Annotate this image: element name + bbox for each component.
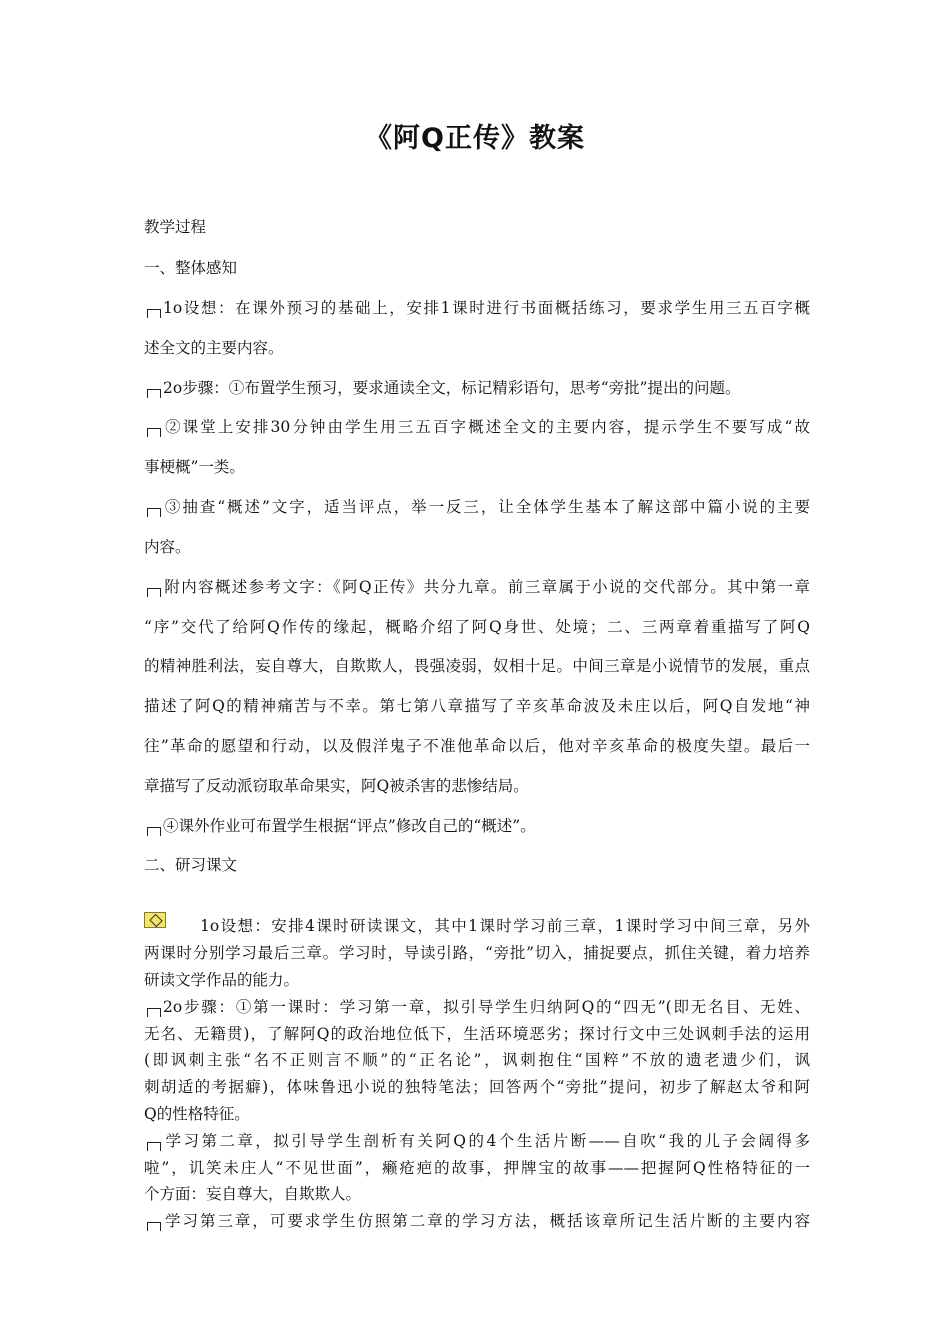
paragraph-mark-icon [147,428,161,437]
paragraph-line: ②课堂上安排30分钟由学生用三五百字概述全文的主要内容，提示学生不要写成“故 [144,415,810,437]
paragraph-line: 学习第二章，拟引导学生剖析有关阿Q的4个生活片断——自吹“我的儿子会阔得多 [144,1129,810,1151]
paragraph-line: 2o步骤：①第一课时：学习第一章，拟引导学生归纳阿Q的“四无”(即无名目、无姓、 [144,995,810,1017]
paragraph-line: “序”交代了给阿Q作传的缘起，概略介绍了阿Q身世、处境；二、三两章着重描写了阿Q [144,618,810,636]
paragraph-line: 述全文的主要内容。 [144,339,284,357]
paragraph-mark-icon [147,1008,161,1017]
paragraph-line: 事梗概”一类。 [144,458,245,476]
paragraph-mark-icon [147,1142,161,1151]
paragraph-line: 学习第三章，可要求学生仿照第二章的学习方法，概括该章所记生活片断的主要内容 [144,1209,810,1231]
paragraph-line: ③抽查“概述”文字，适当评点，举一反三，让全体学生基本了解这部中篇小说的主要 [144,495,810,517]
paragraph-line: Q的性格特征。 [144,1105,250,1123]
document-title: 《阿Q正传》教案 [365,123,585,154]
paragraph-line: 两课时分别学习最后三章。学习时，导读引路，“旁批”切入，捕捉要点，抓住关键，着力培养 [144,944,810,962]
paragraph-line: 描述了阿Q的精神痛苦与不幸。第七第八章描写了辛亥革命波及未庄以后，阿Q自发地“神 [144,697,810,715]
note-icon [144,912,166,928]
paragraph-line: 附内容概述参考文字：《阿Q正传》共分九章。前三章属于小说的交代部分。其中第一章 [144,575,810,597]
paragraph-line: 啦”，讥笑未庄人“不见世面”，癞疮疤的故事，押牌宝的故事——把握阿Q性格特征的一 [144,1159,810,1177]
paragraph-line: 的精神胜利法，妄自尊大，自欺欺人，畏强凌弱，奴相十足。中间三章是小说情节的发展，重点 [144,657,810,675]
heading-teaching-process: 教学过程 [144,218,207,236]
paragraph-mark-icon [147,588,161,597]
paragraph-mark-icon [147,389,161,398]
paragraph-mark-icon [147,827,161,836]
paragraph-line: 研读文学作品的能力。 [144,971,300,989]
paragraph-line: 往”革命的愿望和行动，以及假洋鬼子不准他革命以后，他对辛亥革命的极度失望。最后一 [144,737,810,755]
paragraph-mark-icon [147,508,161,517]
paragraph-line: 无名、无籍贯)，了解阿Q的政治地位低下，生活环境恶劣；探讨行文中三处讽刺手法的运用 [144,1025,810,1043]
paragraph-mark-icon [147,309,161,318]
paragraph-line: 内容。 [144,538,191,556]
paragraph-line: 刺胡适的考据癖)，体味鲁迅小说的独特笔法；回答两个“旁批”提问，初步了解赵太爷和阿 [144,1078,810,1096]
paragraph-mark-icon [147,1222,161,1231]
paragraph-line: 1o设想：安排4课时研读课文，其中1课时学习前三章，1课时学习中间三章，另外 [200,917,810,935]
section-heading-1: 一、整体感知 [144,259,238,277]
paragraph-line: 1o设想：在课外预习的基础上，安排1课时进行书面概括练习，要求学生用三五百字概 [144,296,810,318]
paragraph-line: (即讽刺主张“名不正则言不顺”的“正名论”，讽刺抱住“国粹”不放的遗老遗少们，讽 [144,1051,810,1069]
paragraph-line: 章描写了反动派窃取革命果实，阿Q被杀害的悲惨结局。 [144,777,529,795]
paragraph-line: 2o步骤：①布置学生预习，要求通读全文，标记精彩语句，思考“旁批”提出的问题。 [144,376,810,398]
paragraph-line: ④课外作业可布置学生根据“评点”修改自己的“概述”。 [144,814,810,836]
paragraph-line: 个方面：妄自尊大，自欺欺人。 [144,1185,362,1203]
section-heading-2: 二、研习课文 [144,856,238,874]
